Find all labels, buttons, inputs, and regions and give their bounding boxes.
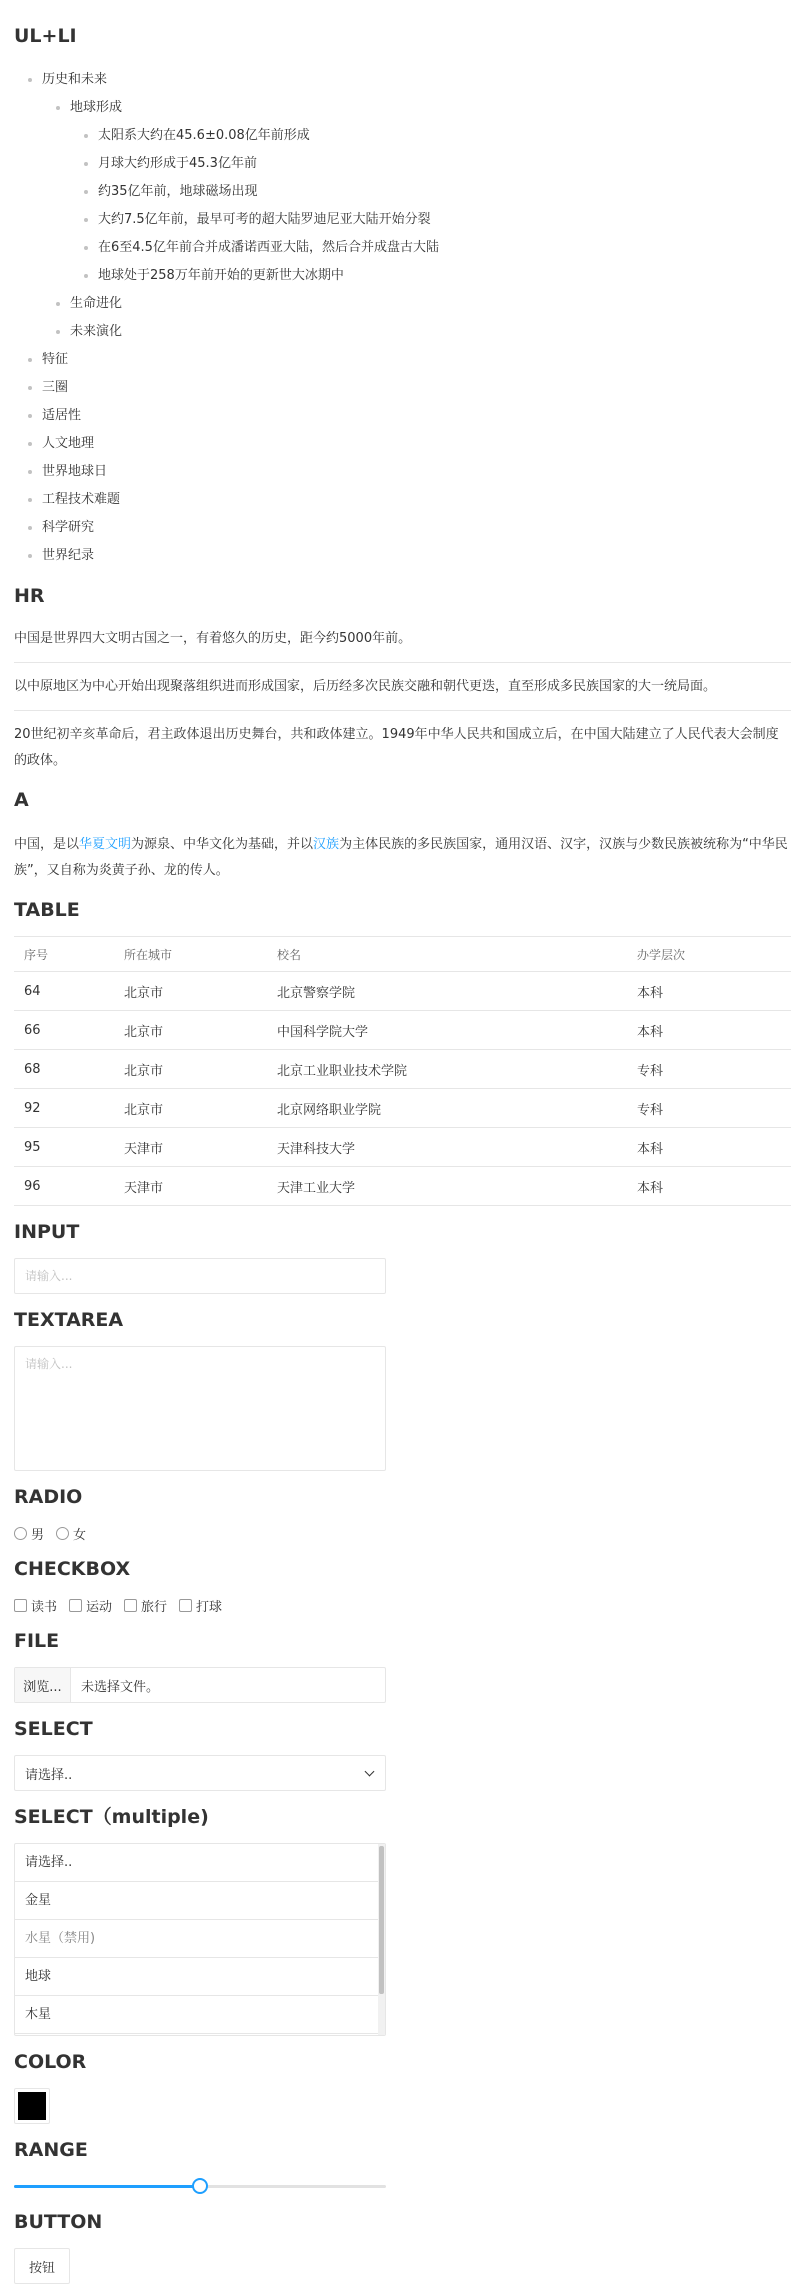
- horizontal-rule: [14, 662, 791, 663]
- table-cell: 天津科技大学: [267, 1128, 627, 1167]
- table-cell: 北京工业职业技术学院: [267, 1050, 627, 1089]
- file-status: 未选择文件。: [81, 1679, 160, 1695]
- checkbox-label: 打球: [196, 1599, 223, 1615]
- table-header-cell: 所在城市: [114, 937, 267, 972]
- list-item: [14, 374, 791, 402]
- radio-label: 男: [31, 1527, 45, 1543]
- range-section-title: RANGE: [14, 2139, 88, 2161]
- list-item: [14, 542, 791, 570]
- list-item: [14, 486, 791, 514]
- list-item: [14, 514, 791, 542]
- range-section: [14, 2176, 791, 2196]
- table-cell: 96: [14, 1167, 114, 1206]
- list-item-label: 工程技术难题: [14, 486, 791, 514]
- paragraph-text: 为源泉、中华文化为基础，并以: [131, 837, 314, 852]
- button-section-title: BUTTON: [14, 2211, 103, 2233]
- chevron-down-icon: [365, 1767, 375, 1777]
- range-slider[interactable]: [14, 2176, 386, 2196]
- outline-list: [14, 66, 791, 570]
- color-section-title: COLOR: [14, 2051, 87, 2073]
- list-item-label: 世界地球日: [14, 458, 791, 486]
- textarea-section-title: TEXTAREA: [14, 1309, 124, 1331]
- table-cell: 本科: [627, 972, 791, 1011]
- checkbox-label: 读书: [31, 1599, 58, 1615]
- china-paragraph: [14, 832, 791, 884]
- hr-section: [14, 626, 791, 774]
- list-item-label: 未来演化: [14, 318, 791, 346]
- table-cell: 本科: [627, 1128, 791, 1167]
- multi-select-option[interactable]: 请选择..: [15, 1844, 380, 1882]
- radio-label: 女: [73, 1527, 87, 1543]
- list-item: [14, 94, 791, 290]
- ul-section: [14, 66, 791, 570]
- checkbox-option-ball[interactable]: [179, 1596, 222, 1615]
- color-section: [14, 2088, 791, 2124]
- table-cell: 北京市: [114, 1011, 267, 1050]
- browse-button[interactable]: 浏览...: [15, 1668, 71, 1702]
- list-item: [14, 458, 791, 486]
- list-item: [14, 290, 791, 318]
- table-row: [14, 972, 791, 1011]
- multi-select-option[interactable]: 地球: [15, 1958, 380, 1996]
- multi-select-list[interactable]: [14, 1843, 386, 2036]
- table-body: [14, 972, 791, 1206]
- checkbox[interactable]: [69, 1599, 82, 1612]
- checkbox-label: 运动: [86, 1599, 113, 1615]
- table-cell: 天津市: [114, 1167, 267, 1206]
- list-item-label: 历史和未来: [14, 66, 791, 94]
- table-cell: 专科: [627, 1089, 791, 1128]
- multi-select-option: 水星（禁用): [15, 1920, 380, 1958]
- radio-button[interactable]: [14, 1527, 27, 1540]
- file-section: [14, 1667, 791, 1703]
- table-cell: 本科: [627, 1167, 791, 1206]
- list-item-label: 约35亿年前，地球磁场出现: [14, 178, 791, 206]
- history-paragraph-3: 20世纪初辛亥革命后，君主政体退出历史舞台，共和政体建立。1949年中华人民共和国成立后，在中国大陆建立了人民代表大会制度的政体。: [14, 727, 779, 768]
- input-section: [14, 1258, 791, 1294]
- a-section-title: A: [14, 789, 29, 811]
- multi-select-option[interactable]: 木星: [15, 1996, 380, 2034]
- horizontal-rule: [14, 710, 791, 711]
- table-cell: 本科: [627, 1011, 791, 1050]
- table-cell: 北京网络职业学院: [267, 1089, 627, 1128]
- multi-select-section-title: SELECT（multiple): [14, 1806, 209, 1828]
- list-item: [14, 346, 791, 374]
- list-item: [14, 262, 791, 290]
- history-paragraph-2: 以中原地区为中心开始出现聚落组织进而形成国家，后历经多次民族交融和朝代更迭，直至形成多民族国家的大一统局面。: [14, 679, 717, 694]
- radio-group: [14, 1523, 791, 1543]
- table-cell: 北京市: [114, 1089, 267, 1128]
- list-item: [14, 206, 791, 234]
- hr-section-title: HR: [14, 585, 45, 607]
- table-cell: 68: [14, 1050, 114, 1089]
- list-item-label: 大约7.5亿年前，最早可考的超大陆罗迪尼亚大陆开始分裂: [14, 206, 791, 234]
- list-item: [14, 122, 791, 150]
- scrollbar-thumb[interactable]: [379, 1846, 384, 1994]
- file-input[interactable]: [14, 1667, 386, 1703]
- table-row: [14, 1011, 791, 1050]
- color-swatch-fill: [18, 2092, 46, 2120]
- range-thumb[interactable]: [192, 2178, 208, 2194]
- file-section-title: FILE: [14, 1630, 60, 1652]
- multi-select-option[interactable]: 金星: [15, 1882, 380, 1920]
- list-item: [14, 178, 791, 206]
- radio-section-title: RADIO: [14, 1486, 83, 1508]
- checkbox-option-reading[interactable]: [14, 1596, 57, 1615]
- history-paragraph-1: 中国是世界四大文明古国之一，有着悠久的历史，距今约5000年前。: [14, 631, 412, 646]
- table-cell: 66: [14, 1011, 114, 1050]
- table-row: [14, 1128, 791, 1167]
- nested-list: [14, 94, 791, 346]
- table-header-cell: 办学层次: [627, 937, 791, 972]
- table-header-row: [14, 937, 791, 972]
- list-item-label: 世界纪录: [14, 542, 791, 570]
- radio-option-female[interactable]: [56, 1524, 86, 1543]
- radio-button[interactable]: [56, 1527, 69, 1540]
- a-section: [14, 832, 791, 884]
- han-link[interactable]: 汉族: [313, 837, 340, 852]
- table-cell: 中国科学院大学: [267, 1011, 627, 1050]
- button-section: [14, 2248, 791, 2284]
- table-cell: 北京市: [114, 1050, 267, 1089]
- list-item: [14, 150, 791, 178]
- list-item-label: 地球处于258万年前开始的更新世大冰期中: [14, 262, 791, 290]
- table-header-cell: 校名: [267, 937, 627, 972]
- table-cell: 天津市: [114, 1128, 267, 1167]
- table-row: [14, 1050, 791, 1089]
- table-cell: 北京市: [114, 972, 267, 1011]
- huaxia-link[interactable]: 华夏文明: [79, 837, 132, 852]
- paragraph-text: 中国，是以: [14, 837, 80, 852]
- select-section-title: SELECT: [14, 1718, 93, 1740]
- list-item-label: 人文地理: [14, 430, 791, 458]
- nested-list: [14, 122, 791, 290]
- table-cell: 天津工业大学: [267, 1167, 627, 1206]
- paragraph-text: 为主体民族的多民族国家，通用汉语、汉字，汉族与少数民族被统称为“中华民族”，又自称为炎黄子孙、龙的传人。: [14, 837, 788, 878]
- checkbox[interactable]: [179, 1599, 192, 1612]
- select-dropdown[interactable]: [14, 1755, 386, 1791]
- checkbox-group: [14, 1595, 791, 1615]
- table-row: [14, 1167, 791, 1206]
- list-item-label: 太阳系大约在45.6±0.08亿年前形成: [14, 122, 791, 150]
- table-cell: 北京警察学院: [267, 972, 627, 1011]
- table-row: [14, 1089, 791, 1128]
- table-cell: 64: [14, 972, 114, 1011]
- input-section-title: INPUT: [14, 1221, 80, 1243]
- table-cell: 专科: [627, 1050, 791, 1089]
- list-item: [14, 66, 791, 346]
- checkbox-option-travel[interactable]: [124, 1596, 167, 1615]
- table-cell: 92: [14, 1089, 114, 1128]
- select-value: 请选择..: [25, 1767, 73, 1783]
- select-section: [14, 1755, 791, 1791]
- table-section-title: TABLE: [14, 899, 80, 921]
- primary-button[interactable]: 按钮: [14, 2248, 70, 2284]
- checkbox[interactable]: [14, 1599, 27, 1612]
- radio-option-male[interactable]: [14, 1524, 44, 1543]
- list-item: [14, 402, 791, 430]
- textarea-section: [14, 1346, 791, 1471]
- list-item-label: 生命进化: [14, 290, 791, 318]
- text-area[interactable]: [14, 1346, 386, 1471]
- list-item-label: 在6至4.5亿年前合并成潘诺西亚大陆，然后合并成盘古大陆: [14, 234, 791, 262]
- multi-select-section: [14, 1843, 791, 2036]
- checkbox-label: 旅行: [141, 1599, 168, 1615]
- list-item-label: 适居性: [14, 402, 791, 430]
- list-item-label: 月球大约形成于45.3亿年前: [14, 150, 791, 178]
- list-item-label: 三圈: [14, 374, 791, 402]
- list-item: [14, 430, 791, 458]
- color-picker[interactable]: [14, 2088, 50, 2124]
- school-table: [14, 936, 791, 1206]
- list-item: [14, 318, 791, 346]
- table-cell: 95: [14, 1128, 114, 1167]
- list-item: [14, 234, 791, 262]
- checkbox-section-title: CHECKBOX: [14, 1558, 131, 1580]
- checkbox[interactable]: [124, 1599, 137, 1612]
- ul-section-title: UL+LI: [14, 25, 77, 47]
- list-item-label: 特征: [14, 346, 791, 374]
- list-item-label: 地球形成: [14, 94, 791, 122]
- table-header-cell: 序号: [14, 937, 114, 972]
- list-item-label: 科学研究: [14, 514, 791, 542]
- text-input[interactable]: [14, 1258, 386, 1294]
- checkbox-option-sports[interactable]: [69, 1596, 112, 1615]
- range-fill: [14, 2185, 200, 2188]
